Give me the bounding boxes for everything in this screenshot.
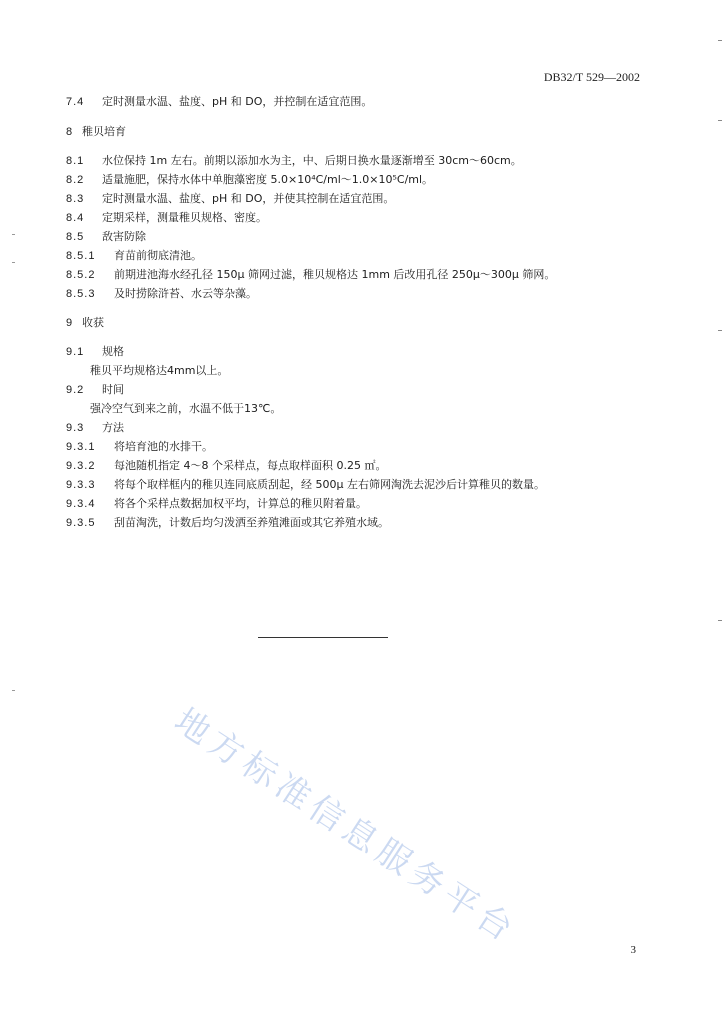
scan-edge-mark [12, 262, 15, 263]
section-number: 9 [66, 317, 74, 329]
clause-9-3-3 [66, 478, 545, 492]
clause-9-2-body [90, 402, 281, 416]
clause-number: 8.4 [66, 212, 85, 224]
clause-8-5-2 [66, 268, 555, 282]
clause-9-2 [66, 383, 124, 397]
clause-number: 8.2 [66, 174, 85, 186]
clause-9-1 [66, 345, 124, 359]
clause-8-3 [66, 192, 394, 206]
clause-text: 规格 [102, 345, 124, 358]
clause-number: 9.2 [66, 384, 85, 396]
clause-8-5-3 [66, 287, 257, 301]
clause-text: 前期进池海水经孔径 150μ 筛网过滤，稚贝规格达 1mm 后改用孔径 250μ～300μ 筛网。 [114, 268, 556, 281]
end-rule [258, 637, 388, 638]
clause-8-4 [66, 211, 267, 225]
scan-edge-mark [718, 620, 722, 621]
scan-edge-mark [718, 40, 722, 41]
clause-8-5-1 [66, 249, 202, 263]
clause-9-3-2 [66, 459, 386, 473]
clause-text: 定时测量水温、盐度、pH 和 DO，并使其控制在适宜范围。 [102, 192, 395, 205]
clause-number: 8.5 [66, 231, 85, 243]
section-9-heading [66, 316, 104, 330]
clause-number: 9.3.1 [66, 441, 96, 453]
clause-8-5 [66, 230, 146, 244]
section-8-heading [66, 125, 126, 139]
clause-number: 9.3.2 [66, 460, 96, 472]
clause-text: 敌害防除 [102, 230, 146, 243]
clause-number: 9.3.3 [66, 479, 96, 491]
clause-number: 8.1 [66, 155, 85, 167]
clause-text: 稚贝平均规格达4mm以上。 [90, 364, 229, 377]
section-number: 8 [66, 126, 74, 138]
clause-8-2 [66, 173, 433, 187]
clause-text: 及时捞除浒苔、水云等杂藻。 [114, 287, 257, 300]
clause-8-1 [66, 154, 522, 168]
scan-edge-mark [12, 234, 15, 235]
page-number: 3 [630, 944, 636, 956]
clause-9-1-body [90, 364, 228, 378]
clause-text: 方法 [102, 421, 124, 434]
clause-text: 定时测量水温、盐度、pH 和 DO，并控制在适宜范围。 [102, 95, 373, 108]
section-title: 收获 [82, 316, 104, 329]
scan-edge-mark [12, 690, 15, 691]
clause-9-3-5 [66, 516, 389, 530]
clause-9-3 [66, 421, 124, 435]
clause-text: 将培育池的水排干。 [114, 440, 213, 453]
clause-text: 时间 [102, 383, 124, 396]
clause-text: 将每个取样框内的稚贝连同底质刮起，经 500μ 左右筛网淘洗去泥沙后计算稚贝的数量。 [114, 478, 545, 491]
clause-text: 将各个采样点数据加权平均，计算总的稚贝附着量。 [114, 497, 367, 510]
document-code: DB32/T 529—2002 [543, 70, 640, 84]
clause-text: 每池随机指定 4～8 个采样点，每点取样面积 0.25 ㎡。 [114, 459, 387, 472]
clause-text: 适量施肥，保持水体中单胞藻密度 5.0×10⁴C/ml～1.0×10⁵C/ml。 [102, 173, 434, 186]
clause-text: 定期采样，测量稚贝规格、密度。 [102, 211, 267, 224]
scan-edge-mark [718, 120, 722, 121]
clause-text: 刮苗淘洗，计数后均匀泼洒至养殖滩面或其它养殖水域。 [114, 516, 389, 529]
clause-9-3-4 [66, 497, 367, 511]
clause-number: 8.5.3 [66, 288, 96, 300]
clause-text: 育苗前彻底清池。 [114, 249, 202, 262]
clause-number: 9.3.4 [66, 498, 96, 510]
clause-number: 9.3 [66, 422, 85, 434]
clause-text: 强冷空气到来之前，水温不低于13℃。 [90, 402, 282, 415]
scan-edge-mark [718, 330, 722, 331]
watermark: 地方标准信息服务平台 [167, 700, 525, 953]
clause-number: 9.3.5 [66, 517, 96, 529]
clause-text: 水位保持 1m 左右。前期以添加水为主，中、后期日换水量逐渐增至 30cm～60cm。 [102, 154, 522, 167]
clause-9-3-1 [66, 440, 213, 454]
clause-number: 8.5.1 [66, 250, 96, 262]
clause-number: 7.4 [66, 96, 85, 108]
clause-number: 8.3 [66, 193, 85, 205]
section-title: 稚贝培育 [82, 125, 126, 138]
clause-number: 9.1 [66, 346, 85, 358]
clause-number: 8.5.2 [66, 269, 96, 281]
clause-7-4 [66, 95, 372, 109]
